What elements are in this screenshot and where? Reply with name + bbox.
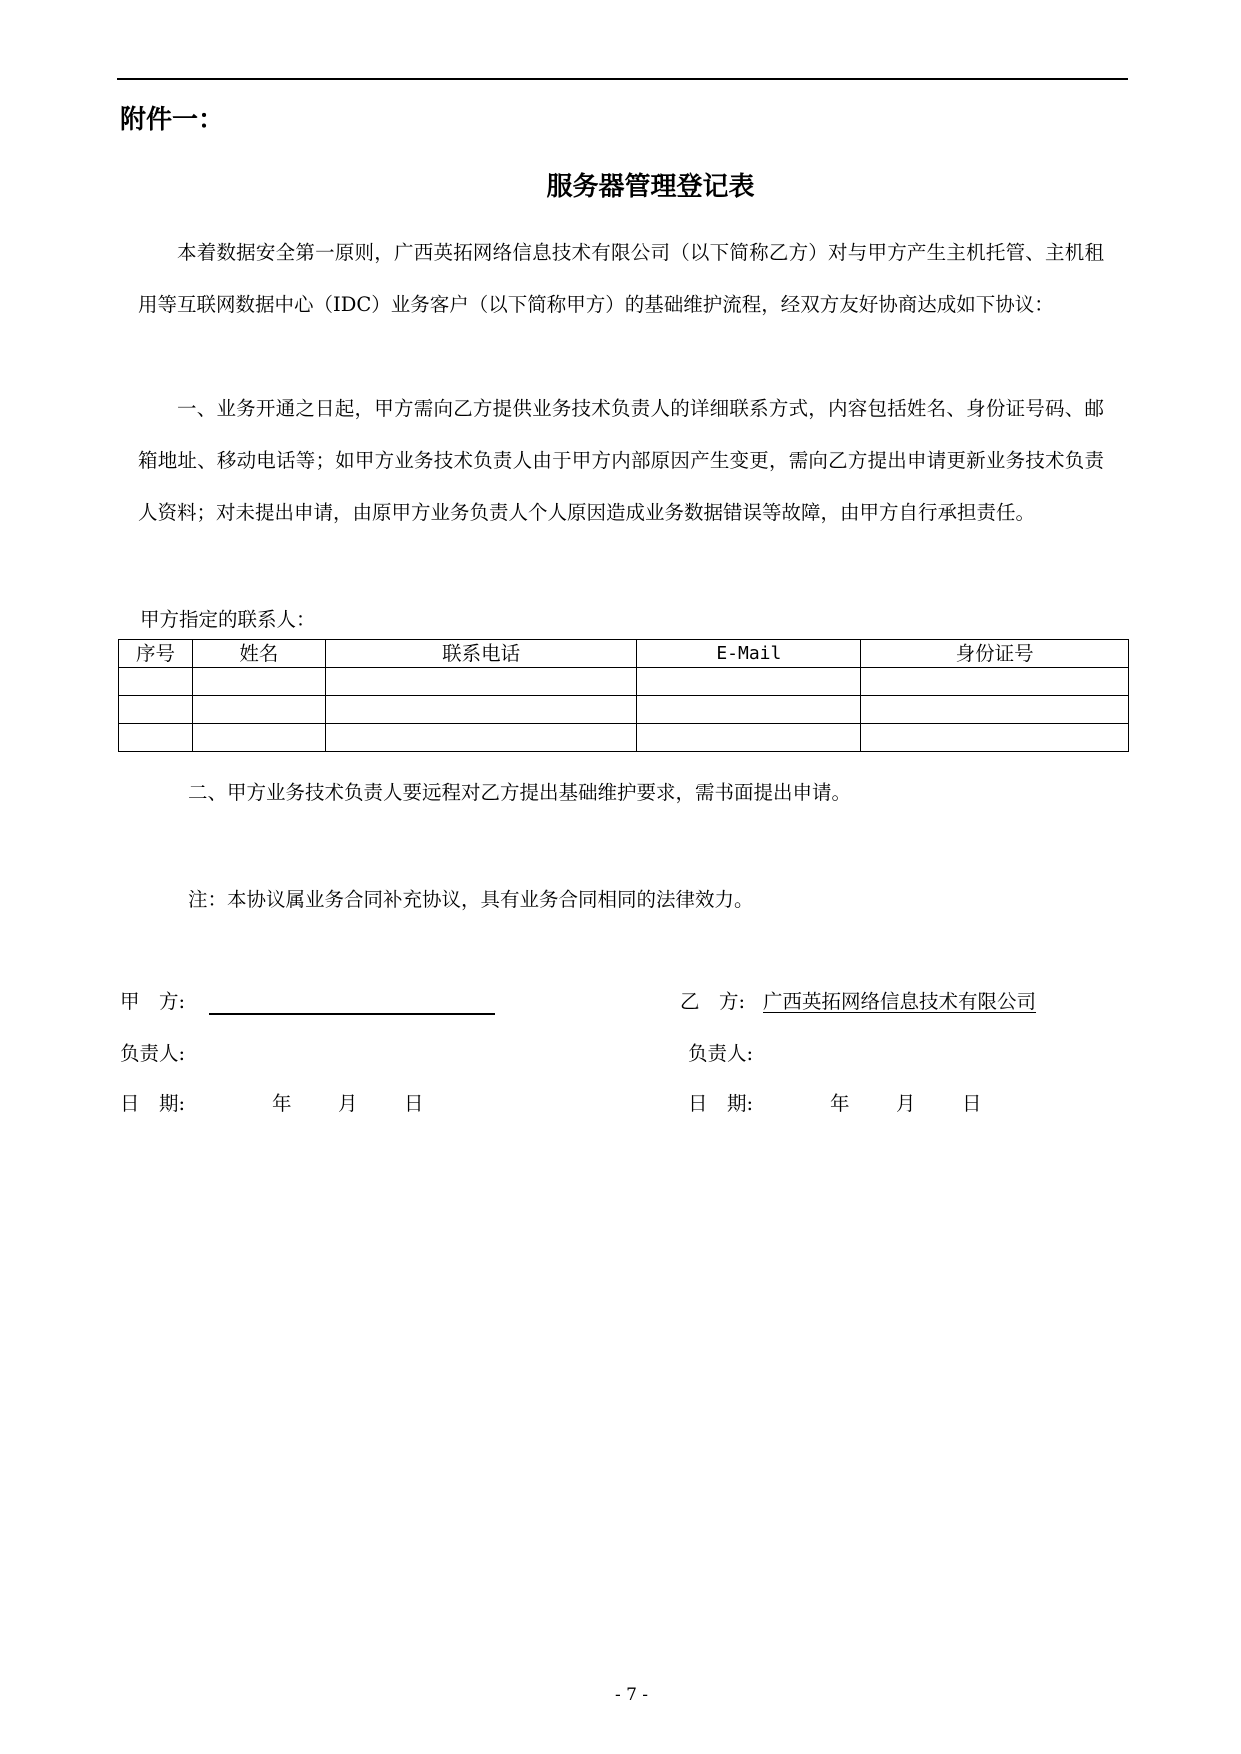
party-b-date-label: 日 期: bbox=[688, 1092, 754, 1115]
party-b-label: 乙 方: bbox=[680, 990, 746, 1013]
intro-paragraph: 本着数据安全第一原则，广西英拓网络信息技术有限公司（以下简称乙方）对与甲方产生主机托管、主机租用等互联网数据中心（IDC）业务客户（以下简称甲方）的基础维护流程，经双方友好协商达成如下协议： bbox=[138, 241, 1104, 316]
table-cell[interactable] bbox=[861, 668, 1129, 696]
party-a-label: 甲 方: bbox=[120, 990, 186, 1013]
party-b-company-name: 广西英拓网络信息技术有限公司 bbox=[763, 990, 1037, 1013]
table-cell[interactable] bbox=[637, 724, 861, 752]
header-rule bbox=[117, 78, 1128, 80]
page-number: - 7 - bbox=[614, 1685, 649, 1705]
party-b-day-label: 日 bbox=[962, 1092, 982, 1115]
party-a-responsible-label: 负责人: bbox=[120, 1042, 186, 1065]
party-a-year-label: 年 bbox=[272, 1092, 292, 1115]
table-cell[interactable] bbox=[119, 696, 193, 724]
contact-table bbox=[118, 639, 1129, 752]
table-header-row bbox=[119, 640, 1129, 668]
header-cell-id-number: 身份证号 bbox=[861, 640, 1129, 668]
table-cell[interactable] bbox=[637, 696, 861, 724]
clause-2-paragraph: 二、甲方业务技术负责人要远程对乙方提出基础维护要求，需书面提出申请。 bbox=[188, 781, 852, 804]
table-row bbox=[119, 724, 1129, 752]
header-cell-phone: 联系电话 bbox=[325, 640, 637, 668]
table-cell[interactable] bbox=[192, 668, 325, 696]
document-title: 服务器管理登记表 bbox=[546, 172, 755, 202]
table-cell[interactable] bbox=[637, 668, 861, 696]
party-a-date-label: 日 期: bbox=[120, 1092, 186, 1115]
table-cell[interactable] bbox=[325, 724, 637, 752]
party-a-signature-line[interactable] bbox=[209, 1013, 495, 1015]
table-cell[interactable] bbox=[119, 724, 193, 752]
party-a-month-label: 月 bbox=[338, 1092, 358, 1115]
table-row bbox=[119, 668, 1129, 696]
header-cell-email: E-Mail bbox=[637, 640, 861, 668]
table-cell[interactable] bbox=[861, 724, 1129, 752]
table-row bbox=[119, 696, 1129, 724]
table-cell[interactable] bbox=[861, 696, 1129, 724]
party-b-year-label: 年 bbox=[830, 1092, 850, 1115]
header-cell-name: 姓名 bbox=[192, 640, 325, 668]
party-a-day-label: 日 bbox=[404, 1092, 424, 1115]
legal-note: 注：本协议属业务合同补充协议，具有业务合同相同的法律效力。 bbox=[188, 888, 754, 911]
party-b-month-label: 月 bbox=[896, 1092, 916, 1115]
table-cell[interactable] bbox=[192, 696, 325, 724]
table-cell[interactable] bbox=[325, 668, 637, 696]
clause-1-paragraph: 一、业务开通之日起，甲方需向乙方提供业务技术负责人的详细联系方式，内容包括姓名、身份证号码、邮箱地址、移动电话等；如甲方业务技术负责人由于甲方内部原因产生变更，需向乙方提出申请更新业务技术负责人资料；对未提出申请，由原甲方业务负责人个人原因造成业务数据错误等故障，由甲方自行承担责任。 bbox=[138, 397, 1104, 524]
header-cell-number: 序号 bbox=[119, 640, 193, 668]
table-cell[interactable] bbox=[325, 696, 637, 724]
contact-caption: 甲方指定的联系人： bbox=[140, 608, 316, 631]
party-b-responsible-label: 负责人: bbox=[688, 1042, 754, 1065]
attachment-label: 附件一： bbox=[120, 105, 225, 135]
table-cell[interactable] bbox=[119, 668, 193, 696]
table-cell[interactable] bbox=[192, 724, 325, 752]
